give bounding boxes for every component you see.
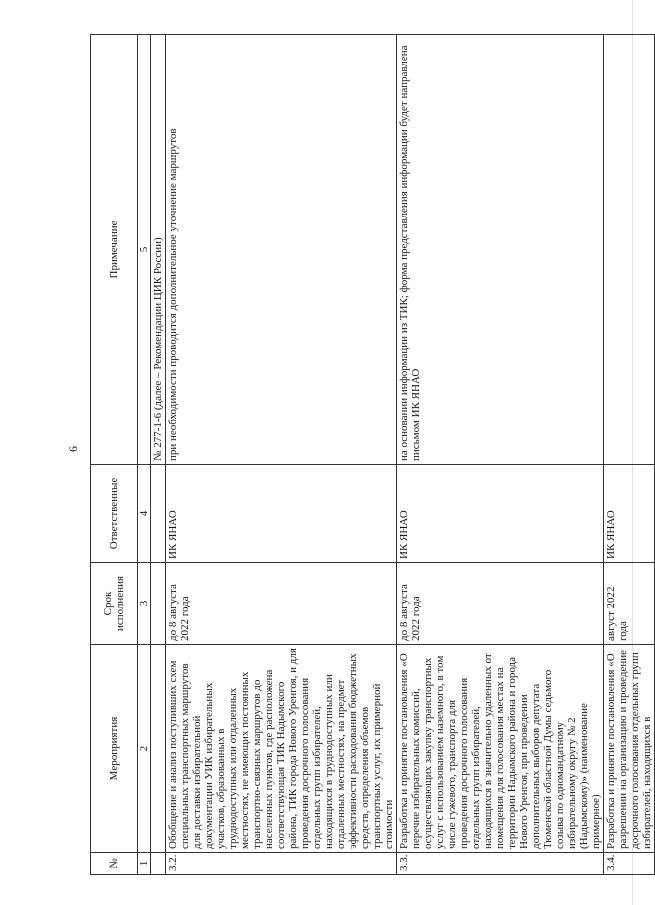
header-note: Примечание — [91, 35, 138, 465]
table-row — [397, 35, 604, 875]
row-responsible: ИК ЯНАО — [604, 465, 655, 563]
row-action: Разработка и принятие постановления «О перечне избирательных комиссий, осуществляющих закупку транспортных услуг с использованием наземного, в том числе гужевого, транспорта для проведения досрочного голосования отдельных групп избирателей, находящихся в значительно удаленных от помещения для голосования местах на территории Надымского района и города Нового Уренгоя, при проведении дополнительных выборов депутата Тюменской областной Думы седьмого созыва по одномандатному избирательному округу № 2 (Надымскому)» (наименование примерное) — [397, 645, 604, 853]
carry-over-row — [151, 35, 166, 875]
header-action: Мероприятия — [91, 645, 138, 853]
row-num: 3.3. — [397, 853, 604, 875]
index-cell: 2 — [138, 645, 151, 853]
header-term: Срок исполнения — [91, 563, 138, 645]
row-note: на основании информации из ТИК; форма представления информации будет направлена письмом ИК ЯНАО — [397, 35, 604, 465]
row-note: при необходимости проводится дополнительное уточнение маршрутов — [166, 35, 397, 465]
index-cell: 3 — [138, 563, 151, 645]
table-row — [604, 35, 655, 875]
index-cell: 1 — [138, 853, 151, 875]
row-term: август 2022 года — [604, 563, 655, 645]
row-responsible: ИК ЯНАО — [397, 465, 604, 563]
row-note — [604, 35, 655, 465]
events-table — [90, 34, 655, 875]
header-responsible: Ответственные — [91, 465, 138, 563]
row-num: 3.4. — [604, 853, 655, 875]
index-cell: 5 — [138, 35, 151, 465]
column-index-row — [138, 35, 151, 875]
page-number: 6 — [66, 446, 80, 452]
row-num: 3.2. — [166, 853, 397, 875]
carry-note: № 277-1-6 (далее – Рекомендации ЦИК России) — [151, 35, 166, 465]
row-responsible: ИК ЯНАО — [166, 465, 397, 563]
row-action: Обобщение и анализ поступивших схем специальных транспортных маршрутов для доставки избирательной документации УИК избирательных участков, образованных в труднодоступных или отдаленных местностях, не имеющих постоянных транспортно-связных маршрутов до населенных пунктов, где расположена соответствующая ТИК Надымского района, ТИК города Нового Уренгоя, и для проведения досрочного голосования отдельных групп избирателей, находящихся в труднодоступных или отдаленных местностях, на предмет эффективности расходования бюджетных средств, определения объемов транспортных услуг, их примерной стоимости — [166, 645, 397, 853]
index-cell: 4 — [138, 465, 151, 563]
table-row — [166, 35, 397, 875]
row-action: Разработка и принятие постановления «О разрешении на организацию и проведение досрочного голосования отдельных групп избирателей, находящихся в — [604, 645, 655, 853]
row-term: до 8 августа 2022 года — [166, 563, 397, 645]
table-header-row — [91, 35, 138, 875]
rotated-table-container — [90, 35, 653, 875]
header-num: № — [91, 853, 138, 875]
row-term: до 8 августа 2022 года — [397, 563, 604, 645]
